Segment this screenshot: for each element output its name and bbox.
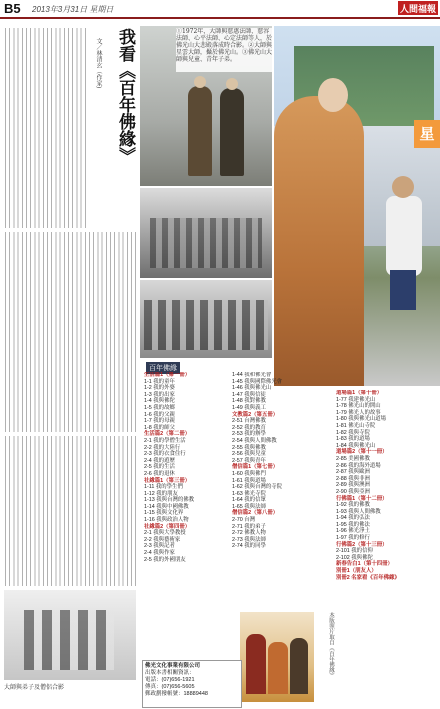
- toc-item: 1-44 我和佛光會: [232, 372, 272, 378]
- photo-caption: ①1972年，大師與慈惠法師、慈容法師、心平法師、心定法師等人，於佛光山大悲殿落成時合影。②大師與星雲大師，攝於佛光山。③佛光山大師與兒童、青年子弟。: [176, 28, 272, 72]
- toc-item: 2-54 我與人間佛教: [232, 437, 277, 444]
- toc-item: 2-87 我與歐洲: [336, 469, 370, 476]
- toc-item: 2-71 我的弟子: [232, 523, 266, 530]
- page-header: [0, 0, 440, 19]
- toc-item: 1-60 我與佛門: [232, 470, 266, 477]
- toc-item: 2-74 我的同學: [232, 543, 266, 550]
- toc-item: 1-14 我與中國佛教: [144, 503, 189, 510]
- toc-item: 道場篇1（第十冊）: [336, 390, 383, 396]
- toc-item: 行佛篇2（第十三冊）: [336, 541, 388, 548]
- toc-item: 2-57 我與青年: [232, 457, 266, 464]
- publisher-info-box: [142, 660, 242, 708]
- toc-item: 2-90 我與亞洲: [336, 488, 370, 495]
- toc-item: 2-2 我的大陸行: [144, 444, 181, 451]
- toc-item: 2-6 我的退休: [144, 470, 175, 477]
- article-text-left: [4, 28, 88, 228]
- toc-item: 2-73 我與法師: [232, 536, 266, 543]
- toc-item: 1-80 我與佛光山道場: [336, 416, 387, 423]
- photo-group-outdoor: [140, 188, 272, 278]
- toc-item: 行佛篇1（第十二冊）: [336, 495, 388, 502]
- toc-item: 1-48 我對佛教: [232, 398, 266, 405]
- toc-item: 1-77 我建佛光山: [336, 396, 376, 403]
- toc-item: 2-53 我的辦學: [232, 431, 266, 438]
- photo-color-monk-child: [274, 26, 440, 386]
- toc-column-3: [336, 390, 438, 652]
- bottom-photo-caption: 大師與弟子及僧侶合影: [4, 684, 65, 691]
- toc-item: 1-46 我與佛光山: [232, 385, 272, 392]
- publisher-phone: 電話：(07)656-1921: [145, 677, 195, 683]
- toc-item: 生活篇1（第一冊）: [144, 372, 191, 378]
- toc-item: 文教篇2（第五冊）: [232, 411, 279, 418]
- toc-item: 2-4 我的遊歷: [144, 457, 175, 464]
- toc-item: 1-84 我與佛光山: [336, 442, 376, 449]
- article-text-middle: [4, 232, 136, 432]
- section-title-bar: 百年佛緣: [146, 362, 180, 374]
- toc-item: 1-92 我的佛教: [336, 502, 370, 509]
- toc-item: 1-15 我與文化界: [144, 510, 184, 517]
- toc-item: 1-11 我的學生們: [144, 484, 183, 491]
- toc-item: 2-72 佛教人物: [232, 530, 266, 537]
- toc-item: 社緣篇2（第四冊）: [144, 523, 191, 530]
- section-badge: [414, 120, 440, 148]
- page-number: B5: [4, 1, 21, 16]
- toc-item: 1-64 我的信眾: [232, 497, 266, 504]
- toc-item: 2-1 我與大學教授: [144, 530, 186, 537]
- toc-item: 1-2 我的外婆: [144, 385, 175, 392]
- toc-item: 1-97 我的修行: [336, 535, 370, 542]
- toc-item: 別冊1（朋友人）: [336, 568, 377, 575]
- toc-item: 道場篇2（第十一冊）: [336, 449, 388, 456]
- issue-date: 2013年3月31日 星期日: [32, 5, 114, 14]
- toc-item: 2-55 我與佛教: [232, 444, 266, 451]
- section-badge-label: 星: [419, 125, 435, 143]
- toc-item: 1-12 我的朋友: [144, 490, 178, 497]
- toc-column-1: [144, 372, 230, 697]
- toc-item: 2-51 台灣佛教: [232, 418, 266, 425]
- publisher-fax: 傳真：(07)656-5605: [145, 684, 195, 690]
- toc-item: 1-96 佛光淨土: [336, 528, 370, 535]
- publisher-org: 佛光文化事業有限公司: [145, 663, 201, 669]
- toc-item: 2-102 我與佛陀: [336, 554, 373, 561]
- toc-item: 2-101 我的信仰: [336, 548, 373, 555]
- toc-item: 2-56 我與兒童: [232, 451, 266, 458]
- toc-item: 1-79 佛光人的故事: [336, 409, 381, 416]
- publisher-line1: 出版本書相關資訊：: [145, 670, 195, 676]
- toc-item: 1-13 我與台灣的佛教: [144, 497, 195, 504]
- toc-item: 2-1 我的學僧生活: [144, 437, 186, 444]
- toc-item: 新春告白1（第十四冊）: [336, 561, 393, 568]
- toc-item: 生活篇2（第二冊）: [144, 431, 191, 438]
- toc-item: 1-82 我與寺院: [336, 429, 370, 436]
- article-title: 我看《百年佛緣》: [115, 28, 135, 164]
- toc-item: 2-85 美國佛教: [336, 455, 370, 462]
- toc-item: 僧信篇1（第七冊）: [232, 464, 279, 471]
- toc-item: 2-3 我的衣食住行: [144, 451, 186, 458]
- toc-item: 2-89 我與澳洲: [336, 482, 370, 489]
- toc-item: 2-86 我的海外道場: [336, 462, 381, 469]
- toc-item: 1-94 我的弘法: [336, 515, 370, 522]
- photo-bottom-left: [4, 590, 136, 680]
- toc-item: 2-52 我的教育: [232, 424, 266, 431]
- toc-item: 1-62 我與台灣的寺院: [232, 484, 283, 491]
- toc-item: 1-81 佛光山寺院: [336, 422, 376, 429]
- toc-item: 僧信篇2（第八冊）: [232, 510, 279, 517]
- toc-item: 1-7 我的母親: [144, 418, 175, 425]
- toc-item: 1-5 我的故鄉: [144, 404, 175, 411]
- toc-column-2: [232, 372, 318, 612]
- toc-item: 2-5 我的生活: [144, 464, 175, 471]
- toc-item: 1-4 我與佛陀: [144, 398, 175, 405]
- toc-item: 1-6 我的父親: [144, 411, 175, 418]
- toc-item: 1-83 我的道場: [336, 436, 370, 443]
- toc-item: 2-4 我與作家: [144, 550, 175, 557]
- toc-item: 2-5 我的外國朋友: [144, 556, 186, 563]
- toc-item: 1-1 我的童年: [144, 378, 175, 385]
- toc-item: 1-78 佛光山的開山: [336, 403, 381, 410]
- toc-item: 1-65 我與法師: [232, 503, 266, 510]
- toc-item: 1-93 我與人間佛教: [336, 508, 381, 515]
- article-text-lower: [4, 436, 136, 586]
- toc-item: 1-63 佛光寺院: [232, 490, 266, 497]
- photo-group-monks: [140, 280, 272, 358]
- toc-item: 2-2 我與藝術家: [144, 536, 181, 543]
- publisher-account: 郵政劃撥帳號：18889448: [145, 691, 208, 697]
- toc-item: 社緣篇1（第三冊）: [144, 477, 191, 484]
- article-byline: 文／林清玄（作家): [95, 38, 102, 89]
- brand-box: [398, 1, 438, 15]
- toc-item: 1-16 我與政治人物: [144, 517, 189, 524]
- toc-item: 1-95 我的佛法: [336, 521, 370, 528]
- toc-item: 1-3 我的出家: [144, 391, 175, 398]
- toc-item: 1-45 我與國際佛光會: [232, 378, 283, 385]
- book-cover-photo: [240, 612, 314, 702]
- toc-item: 2-70 台灣: [232, 517, 256, 524]
- toc-item: 2-3 我與記者: [144, 543, 175, 550]
- toc-item: 2-88 我與非洲: [336, 475, 370, 482]
- toc-item: 1-49 我與義工: [232, 404, 266, 411]
- toc-item: 1-8 我的師父: [144, 424, 175, 431]
- brand-logo: 人間福報: [399, 5, 436, 15]
- book-cover-caption: 本版照片取自《百年佛緣》: [328, 612, 334, 678]
- toc-item: 1-47 我與信徒: [232, 391, 266, 398]
- toc-item: 別冊2 名家看《百年佛緣》: [336, 574, 400, 581]
- toc-item: 1-61 我與道場: [232, 477, 266, 484]
